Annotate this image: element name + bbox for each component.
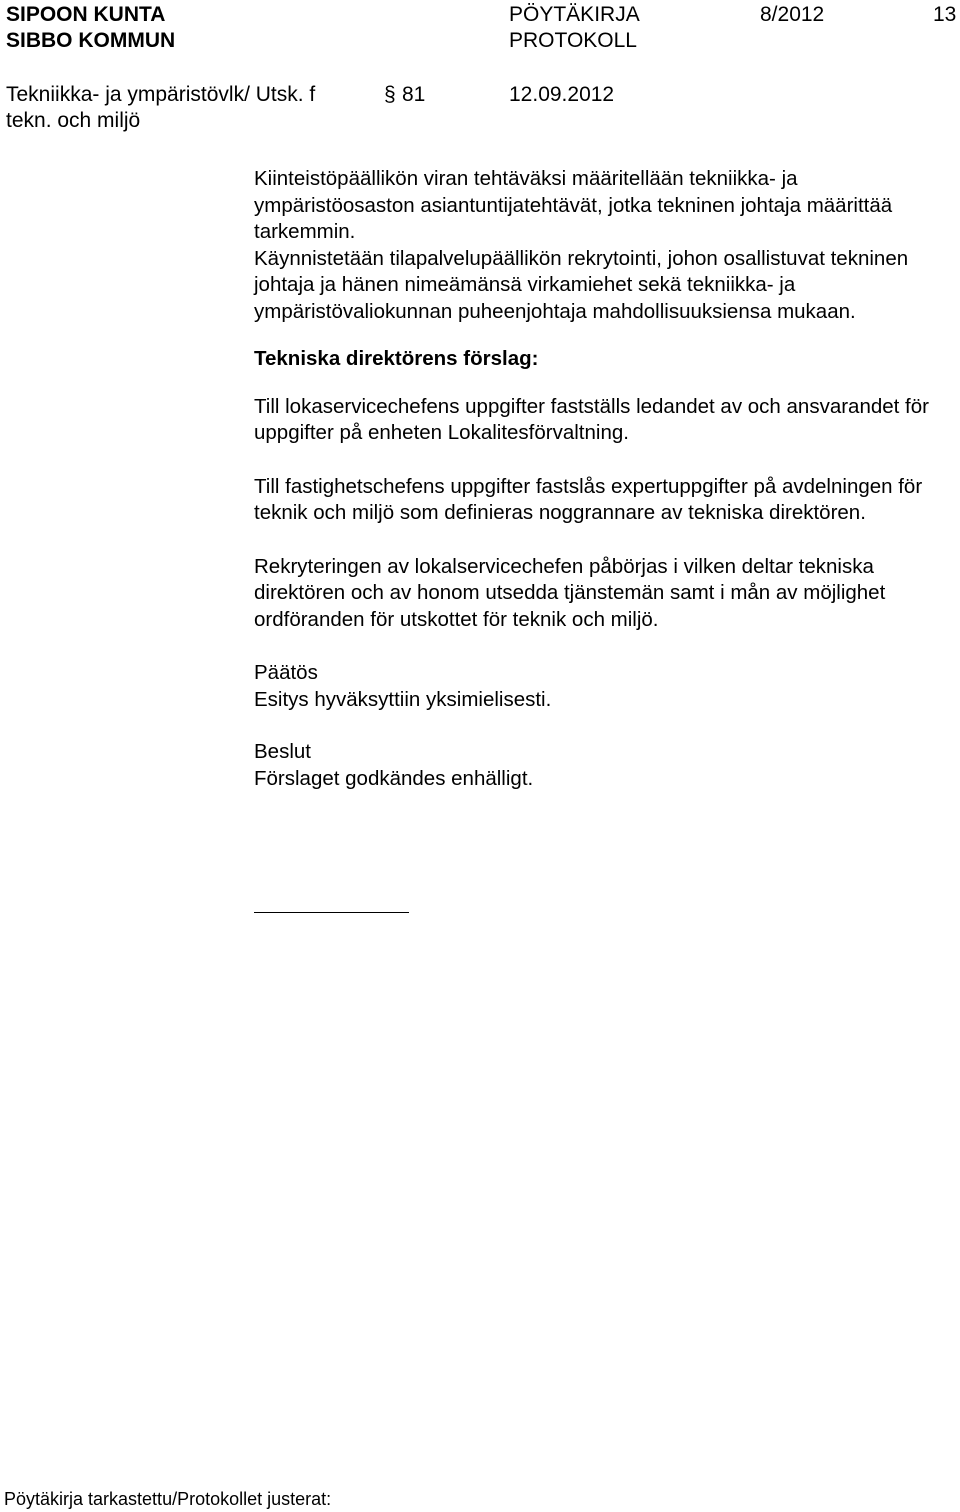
- doc-type-sv: PROTOKOLL: [509, 29, 637, 52]
- doc-number: 8/2012: [760, 3, 825, 26]
- paragraph-2: Käynnistetään tilapalvelupäällikön rekrytointi, johon osallistuvat tekninen johtaja ja hänen nimeämänsä virkamiehet sekä tekniikka- ja ympäristövaliokunnan puheenjohtaja mahdollisuuksiensa mukaan.: [254, 246, 909, 323]
- section-symbol: §: [384, 83, 396, 106]
- decision-label-sv: Beslut: [254, 740, 311, 763]
- doc-type-fi: PÖYTÄKIRJA: [509, 3, 640, 26]
- meeting-date: 12.09.2012: [509, 83, 615, 106]
- decision-label-fi: Päätös: [254, 661, 318, 684]
- paragraph-5: Rekryteringen av lokalservicechefen påbörjas i vilken deltar tekniska direktören och av honom utsedda tjänstemän samt i mån av möjlighet ordföranden för utskottet för teknik och miljö.: [254, 554, 886, 631]
- paragraph-4: Till fastighetschefens uppgifter fastslås expertuppgifter på avdelningen för teknik och miljö som definieras noggrannare av tekniska direktören.: [254, 474, 923, 524]
- org-name-sv: SIBBO KOMMUN: [6, 29, 176, 52]
- page-number: 13: [933, 3, 957, 26]
- end-rule: [254, 912, 409, 913]
- decision-text-fi: Esitys hyväksyttiin yksimielisesti.: [254, 687, 552, 711]
- body-content: [254, 166, 954, 792]
- committee-sv: tekn. och miljö: [6, 109, 141, 132]
- footer-verification: Pöytäkirja tarkastettu/Protokollet justerat:: [4, 1489, 332, 1509]
- org-name-fi: SIPOON KUNTA: [6, 3, 166, 26]
- paragraph-1: Kiinteistöpäällikön viran tehtäväksi määritellään tekniikka- ja ympäristöosaston asiantuntijatehtävät, jotka tekninen johtaja määrittää tarkemmin.: [254, 167, 893, 243]
- paragraph-3: Till lokaservicechefens uppgifter fastställs ledandet av och ansvarandet för uppgifter på enheten Lokalitesförvaltning.: [254, 394, 929, 444]
- committee-fi: Tekniikka- ja ympäristövlk/ Utsk. f: [6, 83, 316, 106]
- section-number: 81: [402, 83, 426, 106]
- decision-text-sv: Förslaget godkändes enhälligt.: [254, 766, 534, 790]
- proposal-heading: Tekniska direktörens förslag:: [254, 347, 539, 370]
